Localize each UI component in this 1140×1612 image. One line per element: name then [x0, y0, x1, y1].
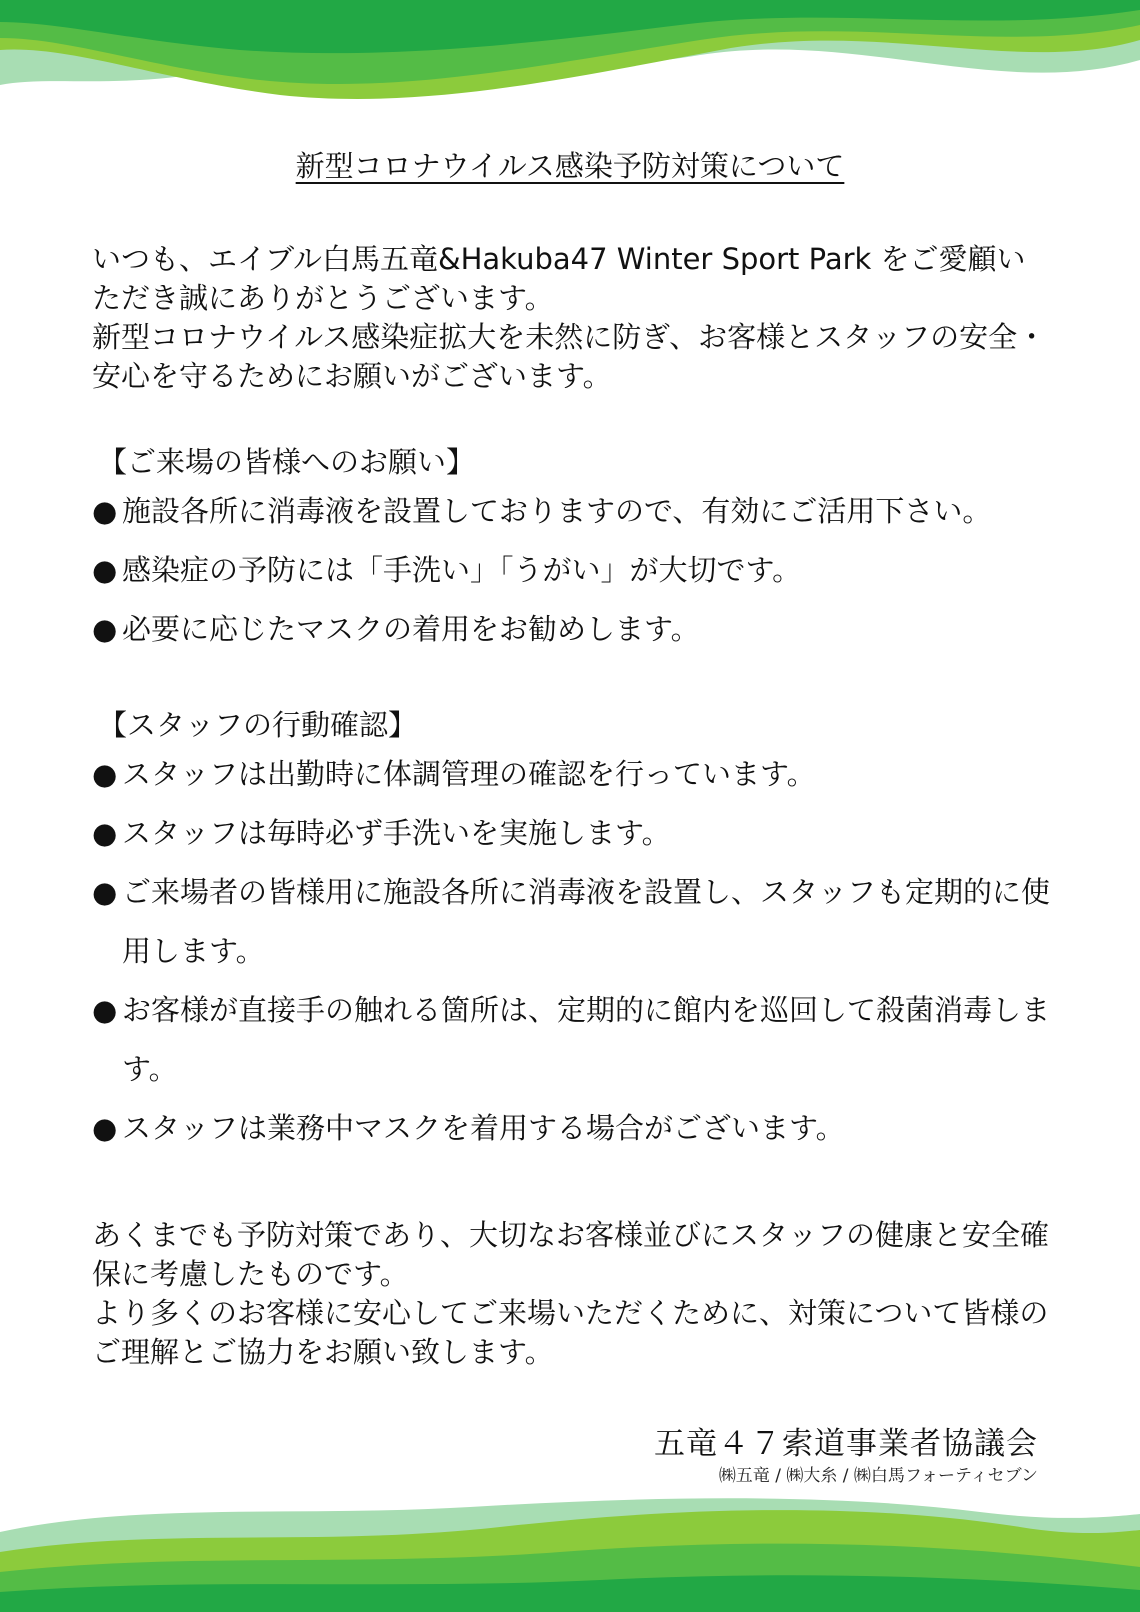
- staff-actions-heading: 【スタッフの行動確認】: [98, 708, 418, 742]
- visitor-requests-heading: 【ご来場の皆様へのお願い】: [98, 445, 476, 479]
- list-item: [92, 600, 1052, 659]
- bullet-icon: ●: [92, 494, 118, 528]
- list-item-text: 感染症の予防には「手洗い」「うがい」が大切です。: [122, 553, 802, 587]
- closing-section: [92, 1216, 1052, 1372]
- bullet-icon: ●: [92, 553, 118, 587]
- notice-title: [0, 146, 1140, 186]
- list-item-text: 必要に応じたマスクの着用をお勧めします。: [122, 612, 700, 646]
- list-item-text: 施設各所に消毒液を設置しておりますので、有効にご活用下さい。: [122, 494, 992, 528]
- bullet-icon: ●: [92, 993, 118, 1027]
- closing-paragraph-1: あくまでも予防対策であり、大切なお客様並びにスタッフの健康と安全確保に考慮したものです。: [92, 1218, 1050, 1291]
- closing-paragraph-2: より多くのお客様に安心してご来場いただくために、対策について皆様のご理解とご協力をお願い致します。: [92, 1296, 1049, 1369]
- staff-actions-section: [92, 706, 1052, 1158]
- list-item: [92, 482, 1052, 541]
- organization-name: 五竜４７索道事業者協議会: [654, 1426, 1038, 1462]
- top-wave-decoration: [0, 0, 1140, 125]
- bullet-icon: ●: [92, 816, 118, 850]
- bullet-icon: ●: [92, 875, 118, 909]
- intro-paragraph-1: いつも、エイブル白馬五竜&Hakuba47 Winter Sport Park をご愛顧いただき誠にありがとうございます。: [92, 242, 1026, 315]
- list-item-text: スタッフは出勤時に体調管理の確認を行っています。: [122, 757, 816, 791]
- list-item: [92, 1099, 1052, 1158]
- list-item: [92, 863, 1052, 981]
- bullet-icon: ●: [92, 757, 118, 791]
- list-item: [92, 804, 1052, 863]
- notice-title-text: 新型コロナウイルス感染予防対策について: [295, 149, 845, 183]
- list-item: [92, 745, 1052, 804]
- list-item-text: お客様が直接手の触れる箇所は、定期的に館内を巡回して殺菌消毒します。: [122, 993, 1051, 1086]
- list-item: [92, 981, 1052, 1099]
- list-item-text: スタッフは毎時必ず手洗いを実施します。: [122, 816, 671, 850]
- list-item-text: ご来場者の皆様用に施設各所に消毒液を設置し、スタッフも定期的に使用します。: [122, 875, 1051, 968]
- notice-body: [92, 240, 1052, 1372]
- bullet-icon: ●: [92, 612, 118, 646]
- list-item: [92, 541, 1052, 600]
- intro-section: [92, 240, 1052, 396]
- visitor-requests-section: [92, 443, 1052, 659]
- list-item-text: スタッフは業務中マスクを着用する場合がございます。: [122, 1111, 845, 1145]
- member-companies: ㈱五竜 / ㈱大糸 / ㈱白馬フォーティセブン: [718, 1466, 1038, 1486]
- intro-paragraph-2: 新型コロナウイルス感染症拡大を未然に防ぎ、お客様とスタッフの安全・安心を守るためにお願いがございます。: [92, 320, 1047, 393]
- bullet-icon: ●: [92, 1111, 118, 1145]
- bottom-wave-decoration: [0, 1472, 1140, 1612]
